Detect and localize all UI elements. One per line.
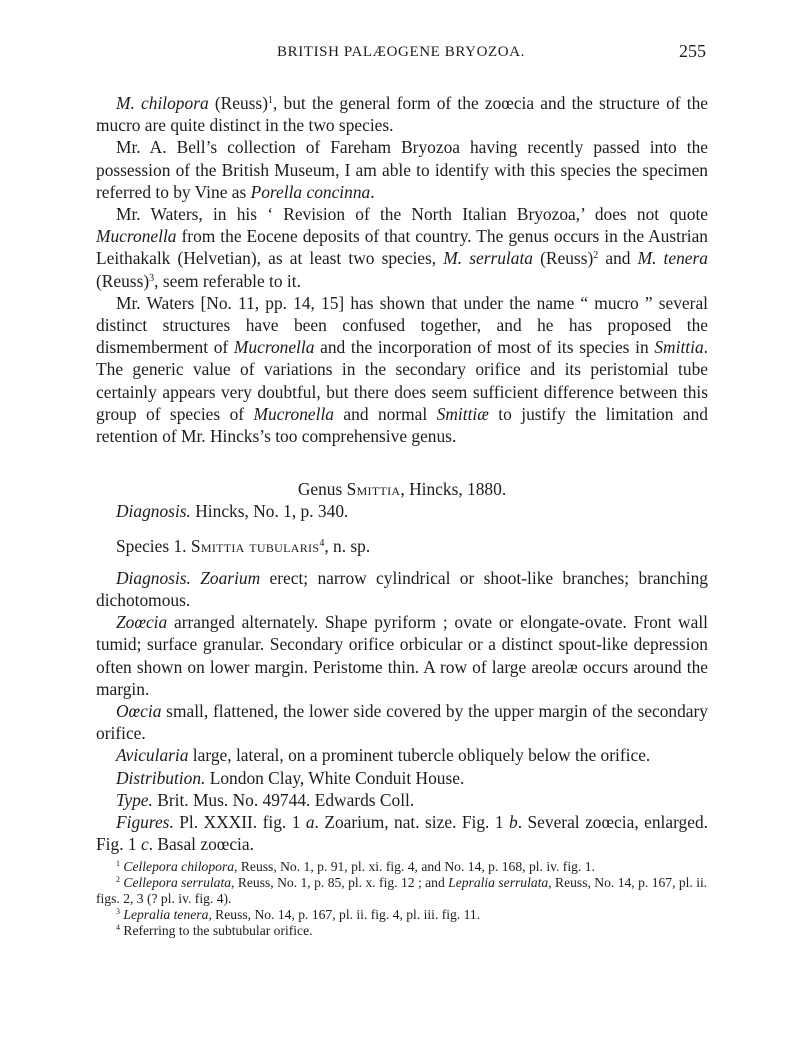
section-label: Distribution. — [116, 767, 206, 788]
text: (Reuss) — [208, 93, 268, 113]
page-body — [96, 92, 708, 939]
text: Brit. Mus. No. 49744. Edwards Coll. — [152, 789, 415, 810]
genus-heading — [96, 478, 708, 500]
footnote-marker: 3 — [116, 906, 120, 916]
taxon-name: M. serrulata — [443, 248, 533, 269]
text: Hincks, No. 1, p. 340. — [190, 501, 349, 522]
text: . The generic value of variations in the secondary orifice and its peristomial tube certainly appears very doubtful, but there does seem sufficient difference between this group of species of — [96, 337, 708, 424]
species-name: Smittia tubularis — [190, 535, 320, 556]
type-specimen — [96, 789, 708, 811]
taxon-name: Smittia — [654, 337, 704, 358]
paragraph-chilopora — [96, 92, 708, 136]
footnote-ref-1: 1 — [267, 95, 273, 106]
ooecia-description — [96, 700, 708, 744]
page-header — [96, 41, 706, 68]
text: , Reuss, No. 14, p. 167, pl. ii. figs. 2, 3 (? pl. iv. fig. 4). — [96, 874, 708, 906]
species-diagnosis — [96, 567, 708, 611]
text: . Several zoœcia, enlarged. Fig. 1 — [96, 812, 709, 855]
zooecia-description — [96, 611, 708, 700]
text: London Clay, White Conduit House. — [205, 767, 465, 788]
page-number: 255 — [679, 41, 706, 61]
footnote-ref-4: 4 — [319, 537, 325, 549]
footnote-3 — [96, 907, 708, 923]
taxon-name: Lepralia tenera — [123, 906, 209, 922]
taxon-name: Smittiæ — [436, 403, 489, 424]
term: Avicularia — [116, 745, 189, 766]
text: Referring to the subtubular orifice. — [120, 922, 313, 938]
text: (Reuss) — [533, 248, 594, 269]
text: (Reuss) — [96, 270, 150, 291]
text: and normal — [334, 403, 437, 424]
text: , but the general form of the zoœcia and the structure of the mucro are quite distinct in the two species. — [96, 93, 708, 136]
text: arranged alternately. Shape pyriform ; ovate or elongate-ovate. Front wall tumid; surface granular. Secondary orifice orbicular or a distinct spout-like depression often shown on lower margin. Peristome thin. A row of large areolæ occurs around the margin. — [96, 612, 708, 699]
text: to justify the limitation and retention of Mr. Hincks’s too comprehensive genus. — [96, 403, 708, 447]
taxon-name: M. chilopora — [116, 93, 209, 113]
term: Zoœcia — [116, 612, 168, 633]
footnote-ref-3: 3 — [149, 272, 155, 284]
fig-letter: a — [305, 812, 315, 833]
text: from the Eocene deposits of that country. The genus occurs in the Austrian Leithakalk (Helvetian), as at least two species, — [96, 226, 708, 269]
text — [191, 568, 200, 588]
footnote-marker: 2 — [116, 874, 120, 884]
text: . Basal zoœcia. — [148, 834, 254, 855]
species-heading — [96, 535, 708, 557]
genus-diagnosis — [96, 500, 708, 522]
footnote-marker: 4 — [116, 922, 120, 932]
taxon-name: Lepralia serrulata — [448, 874, 549, 890]
footnote-4 — [96, 923, 708, 939]
taxon-name: Mucronella — [96, 226, 177, 247]
text: Mr. A. Bell’s collection of Fareham Bryozoa having recently passed into the possession of the British Museum, I am able to identify with this species the specimen referred to by Vine as — [96, 137, 708, 202]
text: . — [370, 181, 375, 202]
footnote-2 — [96, 875, 708, 907]
text: small, flattened, the lower side covered by the upper margin of the secondary orifice. — [96, 701, 708, 744]
taxon-name: M. tenera — [637, 248, 708, 269]
text: Genus — [297, 479, 347, 500]
text: Mr. Waters [No. 11, pp. 14, 15] has shown that under the name “ mucro ” several distinct structures have been confused together, and he has proposed the dismemberment of — [96, 292, 708, 358]
section-label: Type. — [116, 789, 153, 810]
text: . Zoarium, nat. size. Fig. 1 — [314, 812, 509, 833]
text: large, lateral, on a prominent tubercle obliquely below the orifice. — [188, 745, 651, 766]
text: , Reuss, No. 14, p. 167, pl. ii. fig. 4, pl. iii. fig. 11. — [208, 906, 481, 922]
paragraph-mucro — [96, 292, 708, 447]
text: , Reuss, No. 1, p. 85, pl. x. fig. 12 ; and — [231, 874, 449, 890]
text: , n. sp. — [324, 535, 371, 556]
text: Pl. XXXII. fig. 1 — [173, 812, 306, 833]
text: erect; narrow cylindrical or shoot-like branches; branching dichotomous. — [96, 567, 708, 611]
term: Oœcia — [116, 701, 162, 722]
section-label: Figures. — [116, 812, 174, 833]
taxon-name: Porella concinna — [250, 181, 371, 202]
section-label: Diagnosis. — [116, 567, 191, 588]
taxon-name: Mucronella — [253, 403, 334, 424]
fig-letter: c — [140, 834, 149, 855]
paragraph-bell-collection — [96, 136, 708, 203]
text: , Reuss, No. 1, p. 91, pl. xi. fig. 4, and No. 14, p. 168, pl. iv. fig. 1. — [234, 858, 595, 874]
paragraph-waters-revision — [96, 203, 708, 292]
text: and — [598, 248, 638, 269]
distribution — [96, 767, 708, 789]
text: Species 1. — [116, 535, 191, 556]
footnote-ref-2: 2 — [593, 250, 599, 262]
text: , Hincks, 1880. — [400, 479, 507, 500]
footnote-1 — [96, 859, 708, 875]
running-head: BRITISH PALÆOGENE BRYOZOA. — [277, 44, 525, 60]
text: , seem referable to it. — [154, 270, 301, 291]
genus-name: Smittia — [346, 479, 401, 500]
text: Mr. Waters, in his ‘ Revision of the North Italian Bryozoa,’ does not quote — [116, 204, 708, 225]
text: and the incorporation of most of its species in — [314, 337, 655, 358]
avicularia-description — [96, 744, 708, 766]
taxon-name: Mucronella — [233, 337, 315, 358]
footnotes — [96, 859, 708, 939]
taxon-name: Cellepora chilopora — [123, 858, 235, 874]
fig-letter: b — [509, 812, 518, 833]
footnote-marker: 1 — [116, 858, 120, 868]
term: Zoarium — [200, 567, 261, 588]
taxon-name: Cellepora serrulata — [123, 874, 232, 890]
section-label: Diagnosis. — [116, 501, 191, 522]
figures — [96, 811, 708, 855]
